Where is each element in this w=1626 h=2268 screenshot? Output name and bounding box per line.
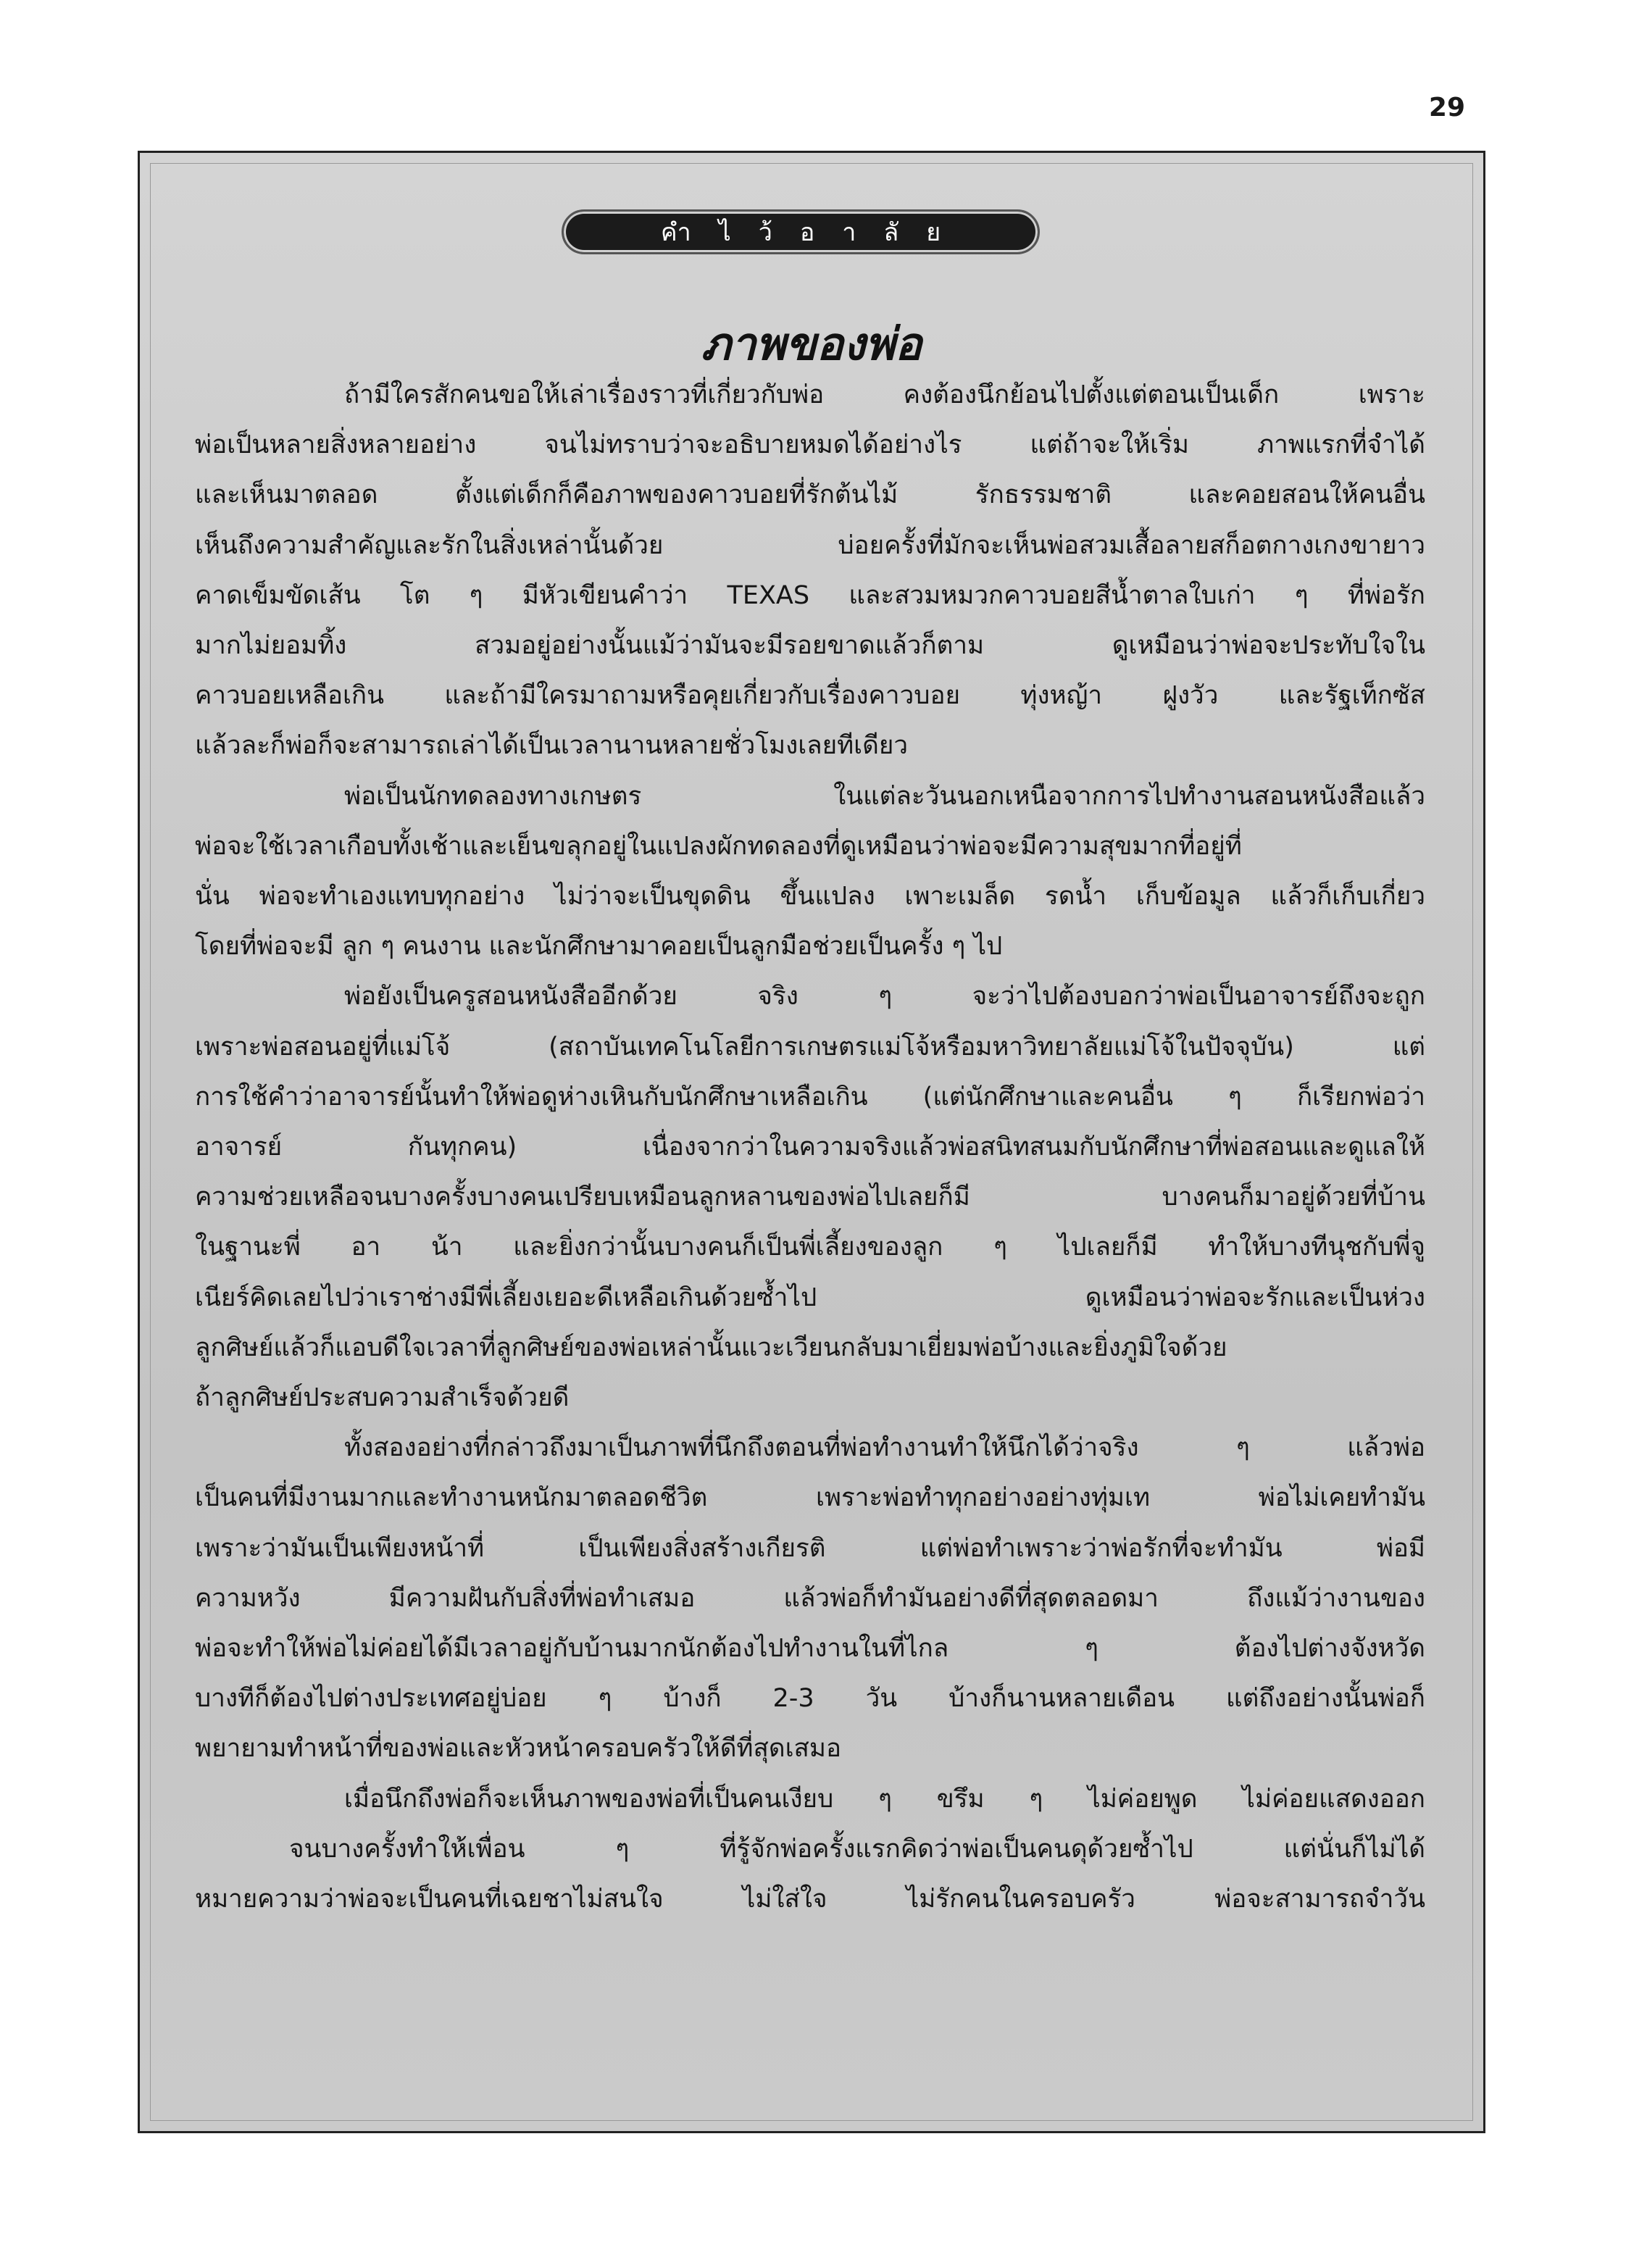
body-line: พ่อจะทำให้พ่อไม่ค่อยได้มีเวลาอยู่กับบ้านมากนักต้องไปทำงานในที่ไกล ๆ ต้องไปต่างจังหวัด — [195, 1634, 1425, 1664]
section-banner: คำไว้อาลัย — [562, 209, 1040, 254]
body-line: ถ้าลูกศิษย์ประสบความสำเร็จด้วยดี — [195, 1383, 570, 1413]
body-line: เพราะว่ามันเป็นเพียงหน้าที่ เป็นเพียงสิ่งสร้างเกียรติ แต่พ่อทำเพราะว่าพ่อรักที่จะทำมัน พ่อมี — [195, 1533, 1425, 1563]
body-line: ลูกศิษย์แล้วก็แอบดีใจเวลาที่ลูกศิษย์ของพ่อเหล่านั้นแวะเวียนกลับมาเยี่ยมพ่อบ้างและยิ่งภูมิใจด้วย — [195, 1333, 1227, 1362]
article-body — [195, 370, 1425, 1925]
body-line: คาวบอยเหลือเกิน และถ้ามีใครมาถามหรือคุยเกี่ยวกับเรื่องคาวบอย ทุ่งหญ้า ฝูงวัว และรัฐเท็กซัส — [195, 681, 1425, 711]
article-frame — [138, 151, 1485, 2133]
body-line: พยายามทำหน้าที่ของพ่อและหัวหน้าครอบครัวให้ดีที่สุดเสมอ — [195, 1734, 842, 1764]
body-line: นั่น พ่อจะทำเองแทบทุกอย่าง ไม่ว่าจะเป็นขุดดิน ขึ้นแปลง เพาะเมล็ด รดน้ำ เก็บข้อมูล แล้วก็เก็บเกี่ยว — [195, 882, 1425, 912]
body-line: พ่อเป็นหลายสิ่งหลายอย่าง จนไม่ทราบว่าจะอธิบายหมดได้อย่างไร แต่ถ้าจะให้เริ่ม ภาพแรกที่จำได้ — [195, 430, 1425, 460]
body-line: เป็นคนที่มีงานมากและทำงานหนักมาตลอดชีวิต เพราะพ่อทำทุกอย่างอย่างทุ่มเท พ่อไม่เคยทำมัน — [195, 1483, 1425, 1513]
body-line: เนียร์คิดเลยไปว่าเราช่างมีพี่เลี้ยงเยอะดีเหลือเกินด้วยซ้ำไป ดูเหมือนว่าพ่อจะรักและเป็นห่วง — [195, 1283, 1425, 1312]
body-line: คาดเข็มขัดเส้น โต ๆ มีหัวเขียนคำว่า TEXAS และสวมหมวกคาวบอยสีน้ำตาลใบเก่า ๆ ที่พ่อรัก — [195, 580, 1425, 610]
body-line: ความช่วยเหลือจนบางครั้งบางคนเปรียบเหมือนลูกหลานของพ่อไปเลยก็มี บางคนก็มาอยู่ด้วยที่บ้าน — [195, 1183, 1425, 1212]
body-line: เมื่อนึกถึงพ่อก็จะเห็นภาพของพ่อที่เป็นคนเงียบ ๆ ขรึม ๆ ไม่ค่อยพูด ไม่ค่อยแสดงออก — [344, 1784, 1425, 1814]
body-line: การใช้คำว่าอาจารย์นั้นทำให้พ่อดูห่างเหินกับนักศึกษาเหลือเกิน (แต่นักศึกษาและคนอื่น ๆ ก็เรียกพ่อว่า — [195, 1082, 1425, 1112]
body-line: จนบางครั้งทำให้เพื่อน ๆ ที่รู้จักพ่อครั้งแรกคิดว่าพ่อเป็นคนดุด้วยซ้ำไป แต่นั่นก็ไม่ได้ — [289, 1834, 1425, 1864]
body-line: อาจารย์ กันทุกคน) เนื่องจากว่าในความจริงแล้วพ่อสนิทสนมกับนักศึกษาที่พ่อสอนและดูแลให้ — [195, 1133, 1425, 1162]
body-line: เพราะพ่อสอนอยู่ที่แม่โจ้ (สถาบันเทคโนโลยีการเกษตรแม่โจ้หรือมหาวิทยาลัยแม่โจ้ในปัจจุบัน) แต่ — [195, 1032, 1425, 1062]
body-line: ความหวัง มีความฝันกับสิ่งที่พ่อทำเสมอ แล้วพ่อก็ทำมันอย่างดีที่สุดตลอดมา ถึงแม้ว่างานของ — [195, 1583, 1425, 1613]
body-line: ในฐานะพี่ อา น้า และยิ่งกว่านั้นบางคนก็เป็นพี่เลี้ยงของลูก ๆ ไปเลยก็มี ทำให้บางทีนุชกับพี่จู — [195, 1233, 1425, 1262]
body-line: หมายความว่าพ่อจะเป็นคนที่เฉยชาไม่สนใจ ไม่ใส่ใจ ไม่รักคนในครอบครัว พ่อจะสามารถจำวัน — [195, 1885, 1425, 1914]
body-line: โดยที่พ่อจะมี ลูก ๆ คนงาน และนักศึกษามาคอยเป็นลูกมือช่วยเป็นครั้ง ๆ ไป — [195, 932, 1003, 962]
body-line: เห็นถึงความสำคัญและรักในสิ่งเหล่านั้นด้วย บ่อยครั้งที่มักจะเห็นพ่อสวมเสื้อลายสก็อตกางเกงขายาว — [195, 530, 1425, 560]
body-line: ทั้งสองอย่างที่กล่าวถึงมาเป็นภาพที่นึกถึงตอนที่พ่อทำงานทำให้นึกได้ว่าจริง ๆ แล้วพ่อ — [344, 1433, 1425, 1463]
page-number: 29 — [1428, 93, 1465, 122]
body-line: ถ้ามีใครสักคนขอให้เล่าเรื่องราวที่เกี่ยวกับพ่อ คงต้องนึกย้อนไปตั้งแต่ตอนเป็นเด็ก เพราะ — [344, 380, 1425, 409]
body-line: พ่อยังเป็นครูสอนหนังสืออีกด้วย จริง ๆ จะว่าไปต้องบอกว่าพ่อเป็นอาจารย์ถึงจะถูก — [344, 982, 1425, 1012]
body-line: มากไม่ยอมทิ้ง สวมอยู่อย่างนั้นแม้ว่ามันจะมีรอยขาดแล้วก็ตาม ดูเหมือนว่าพ่อจะประทับใจใน — [195, 631, 1425, 661]
body-line: บางทีก็ต้องไปต่างประเทศอยู่บ่อย ๆ บ้างก็ 2-3 วัน บ้างก็นานหลายเดือน แต่ถึงอย่างนั้นพ่อก็ — [195, 1684, 1425, 1714]
body-line: พ่อจะใช้เวลาเกือบทั้งเช้าและเย็นขลุกอยู่ในแปลงผักทดลองที่ดูเหมือนว่าพ่อจะมีความสุขมากที่อยู่ที่ — [195, 831, 1242, 861]
body-line: และเห็นมาตลอด ตั้งแต่เด็กก็คือภาพของคาวบอยที่รักต้นไม้ รักธรรมชาติ และคอยสอนให้คนอื่น — [195, 480, 1425, 510]
article-title: ภาพของพ่อ — [701, 317, 922, 370]
body-line: แล้วละก็พ่อก็จะสามารถเล่าได้เป็นเวลานานหลายชั่วโมงเลยทีเดียว — [195, 731, 909, 761]
body-line: พ่อเป็นนักทดลองทางเกษตร ในแต่ละวันนอกเหนือจากการไปทำงานสอนหนังสือแล้ว — [344, 781, 1425, 811]
